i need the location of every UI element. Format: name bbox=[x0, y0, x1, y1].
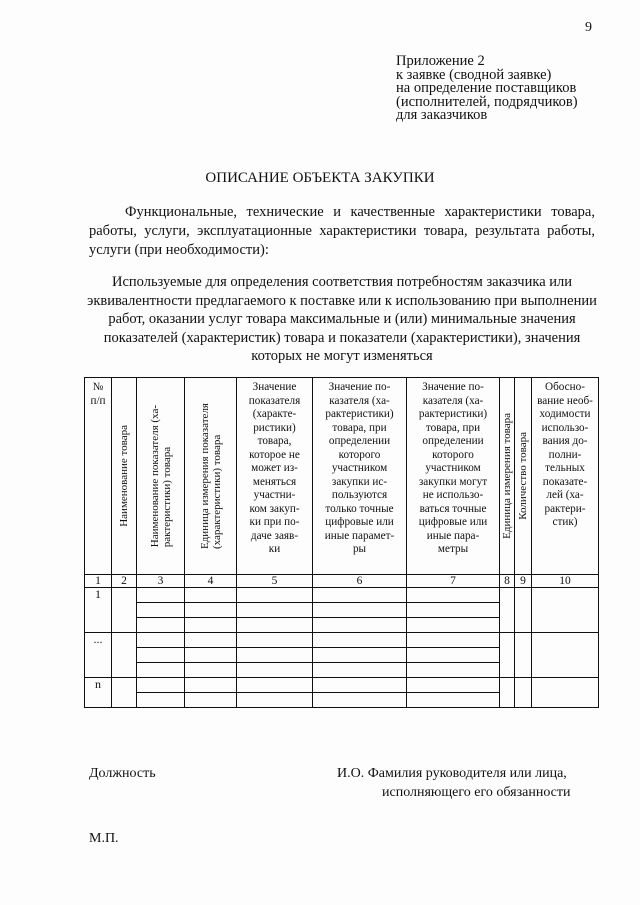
header-cell: Наименование товара bbox=[112, 378, 137, 575]
header-cell: Обосно- вание необ- ходимости использо- вания до- полни- тельных показате- лей (ха- рактери- стик) bbox=[532, 378, 599, 575]
stamp-placeholder: М.П. bbox=[89, 831, 119, 846]
page-number: 9 bbox=[585, 20, 592, 35]
header-cell: Единица измерения показателя (характеристики) товара bbox=[185, 378, 237, 575]
column-number-row bbox=[85, 575, 599, 588]
column-number: 9 bbox=[515, 575, 532, 588]
column-number: 3 bbox=[137, 575, 185, 588]
appendix-line: на определение поставщиков bbox=[396, 80, 577, 96]
header-cell: Количество товара bbox=[515, 378, 532, 575]
appendix-line: к заявке (сводной заявке) bbox=[396, 66, 552, 83]
header-row bbox=[85, 378, 599, 575]
row-label: n bbox=[85, 678, 112, 708]
column-number: 2 bbox=[112, 575, 137, 588]
appendix-line: (исполнителей, подрядчиков) bbox=[396, 93, 578, 110]
table-row bbox=[85, 678, 599, 693]
column-number: 10 bbox=[532, 575, 599, 588]
appendix-heading bbox=[396, 55, 578, 123]
column-number: 6 bbox=[313, 575, 407, 588]
header-cell: № п/п bbox=[85, 378, 112, 575]
indicators-paragraph: Используемые для определения соответствия потребностям заказчика или эквивалентности предлагаемого к поставке или к использованию при выполнении работ, оказании услуг товара максимальные и (или) минимальные значения показателей (характеристик) товара и показатели (характеристики), значения которых не могут изменяться bbox=[87, 274, 597, 364]
procurement-table bbox=[84, 377, 599, 708]
position-label: Должность bbox=[89, 766, 156, 781]
header-cell: Значение показателя (характе- ристики) товара, которое не может из- меняться участни- ком закуп- ки при по- даче заяв- ки bbox=[237, 378, 313, 575]
table-row bbox=[85, 588, 599, 603]
column-number: 4 bbox=[185, 575, 237, 588]
characteristics-paragraph: Функциональные, технические и качественные характеристики товара, работы, услуги, эксплуатационные характеристики товара, результата работы, услуги (при необходимости): bbox=[89, 204, 595, 258]
signatory-name-line1: И.О. Фамилия руководителя или лица, bbox=[337, 766, 567, 781]
row-label: ... bbox=[85, 633, 112, 678]
header-cell: Единица измерения товара bbox=[500, 378, 515, 575]
column-number: 7 bbox=[407, 575, 500, 588]
row-label: 1 bbox=[85, 588, 112, 633]
appendix-line: для заказчиков bbox=[396, 107, 488, 123]
column-number: 5 bbox=[237, 575, 313, 588]
header-cell: Значение по- казателя (ха- рактеристики) товара, при определении которого участником закупки ис- пользуются только точные цифровые или иные парамет- ры bbox=[313, 378, 407, 575]
header-cell: Наименование показателя (ха- рактеристики) товара bbox=[137, 378, 185, 575]
table-row bbox=[85, 633, 599, 648]
signatory-name-line2: исполняющего его обязанности bbox=[382, 785, 571, 800]
document-title: ОПИСАНИЕ ОБЪЕКТА ЗАКУПКИ bbox=[205, 170, 435, 186]
header-cell: Значение по- казателя (ха- рактеристики) товара, при определении которого участником закупки могут не использо- ваться точные цифровые или иные пара- метры bbox=[407, 378, 500, 575]
appendix-line: Приложение 2 bbox=[396, 53, 485, 69]
column-number: 8 bbox=[500, 575, 515, 588]
column-number: 1 bbox=[85, 575, 112, 588]
